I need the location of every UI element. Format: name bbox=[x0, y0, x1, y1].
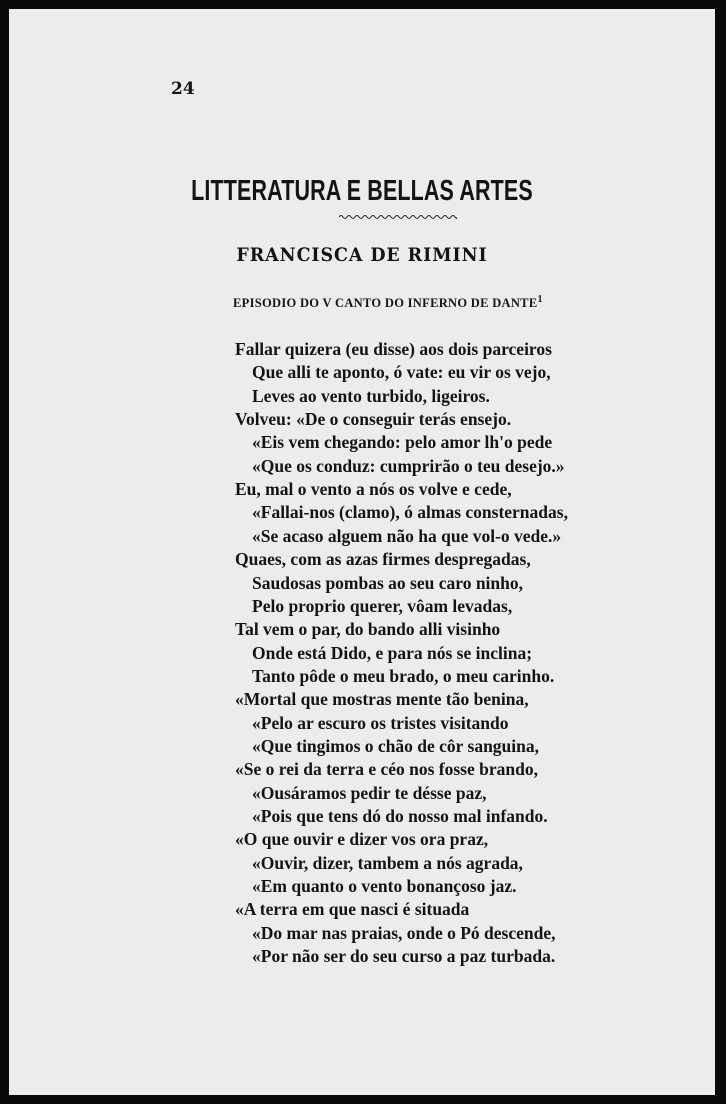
verse-line: «Eis vem chegando: pelo amor lh'o pede bbox=[252, 432, 553, 453]
poem-subtitle-text: EPISODIO DO V CANTO DO INFERNO DE DANTE bbox=[233, 296, 538, 310]
wavy-rule-ornament bbox=[339, 213, 457, 221]
page-number: 24 bbox=[171, 79, 195, 99]
verse-line: Volveu: «De o conseguir terás ensejo. bbox=[235, 409, 512, 430]
verse-line: «Fallai-nos (clamo), ó almas consternadas, bbox=[252, 502, 568, 523]
verse-line: Tal vem o par, do bando alli visinho bbox=[235, 619, 501, 640]
verse-line: «Ouvir, dizer, tambem a nós agrada, bbox=[252, 852, 523, 873]
verse-line: «Mortal que mostras mente tão benina, bbox=[235, 689, 529, 710]
book-page bbox=[9, 9, 715, 1095]
verse-line: «Ousáramos pedir te désse paz, bbox=[252, 782, 487, 803]
verse-line: Pelo proprio querer, vôam levadas, bbox=[252, 595, 513, 616]
poem-subtitle bbox=[233, 294, 543, 311]
verse-line: Leves ao vento turbido, ligeiros. bbox=[252, 385, 490, 406]
verse-line: «Do mar nas praias, onde o Pó descende, bbox=[252, 922, 556, 943]
verse-line: «Se o rei da terra e céo nos fosse brando, bbox=[235, 759, 538, 780]
verse-line: Quaes, com as azas firmes despregadas, bbox=[235, 549, 531, 570]
verse-line: Eu, mal o vento a nós os volve e cede, bbox=[235, 479, 512, 500]
section-title: LITTERATURA E BELLAS ARTES bbox=[191, 175, 533, 207]
verse-line: «Pelo ar escuro os tristes visitando bbox=[252, 712, 509, 733]
verse-line: Fallar quizera (eu disse) aos dois parceiros bbox=[235, 339, 552, 359]
verse-line: «Em quanto o vento bonançoso jaz. bbox=[252, 876, 517, 897]
verse-line: Saudosas pombas ao seu caro ninho, bbox=[252, 572, 524, 593]
verse-line: Onde está Dido, e para nós se inclina; bbox=[252, 642, 533, 663]
verse-line: «Pois que tens dó do nosso mal infando. bbox=[252, 806, 548, 826]
verse-line: «A terra em que nasci é situada bbox=[235, 899, 470, 920]
verse-line: Que alli te aponto, ó vate: eu vir os vejo, bbox=[252, 362, 551, 383]
poem-title: FRANCISCA DE RIMINI bbox=[236, 244, 488, 266]
verse-line: «Que os conduz: cumprirão o teu desejo.» bbox=[252, 455, 565, 476]
footnote-marker: 1 bbox=[537, 294, 543, 305]
verse-line: «Por não ser do seu curso a paz turbada. bbox=[252, 946, 556, 967]
verse-line: «O que ouvir e dizer vos ora praz, bbox=[235, 829, 489, 850]
verse-line: «Se acaso alguem não ha que vol-o vede.» bbox=[252, 525, 562, 546]
verse-line: Tanto pôde o meu brado, o meu carinho. bbox=[252, 665, 555, 686]
verse-line: «Que tingimos o chão de côr sanguina, bbox=[252, 735, 539, 756]
